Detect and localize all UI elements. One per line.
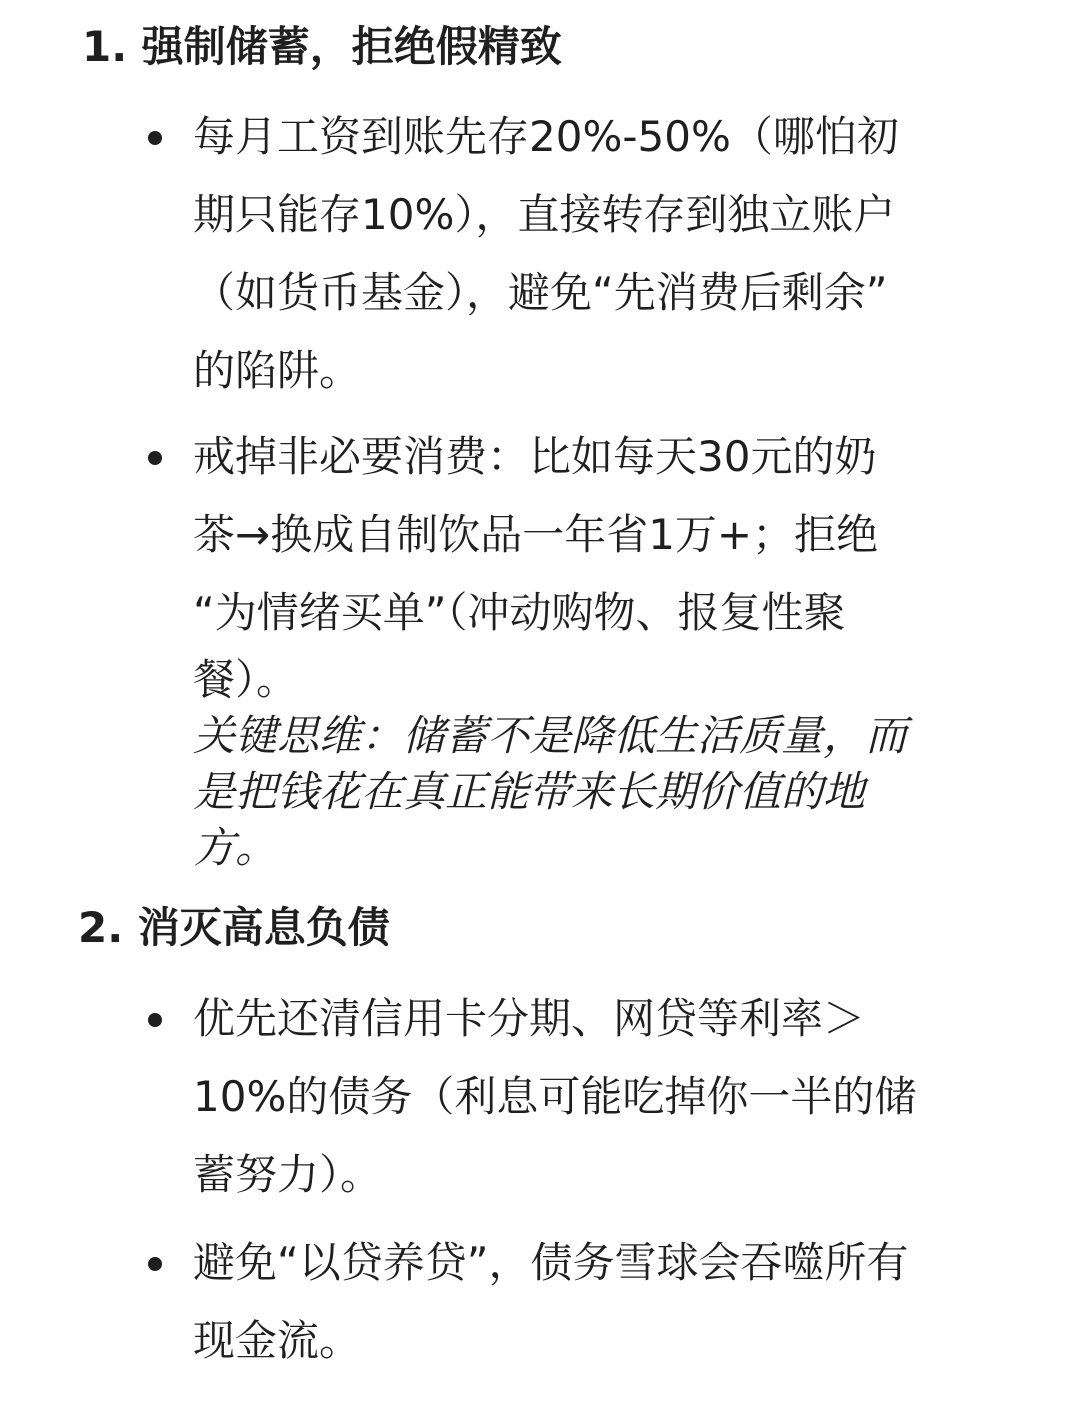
section-2-bullet-1	[193, 980, 1023, 1214]
bullet-line: 餐）。	[193, 655, 299, 704]
bullet-line: 现金流。	[193, 1316, 362, 1365]
section-1-bullet-1	[193, 98, 1023, 410]
section-1-bullet-2	[193, 418, 1023, 876]
key-thinking-note-line: 是把钱花在真正能带来长期价值的地	[193, 767, 866, 816]
bullet-line: 戒掉非必要消费：比如每天30元的奶	[193, 432, 877, 481]
bullet-dot	[148, 451, 162, 465]
bullet-line: 期只能存10%），直接转存到独立账户	[193, 190, 896, 239]
key-thinking-note-line: 关键思维：储蓄不是降低生活质量，而	[193, 711, 908, 760]
section-2-bullet-2	[193, 1224, 1023, 1380]
bullet-line: 每月工资到账先存20%-50%（哪怕初	[193, 112, 899, 161]
bullet-line: 避免“以贷养贷”，债务雪球会吞噬所有	[193, 1238, 909, 1287]
bullet-line: 的陷阱。	[193, 346, 362, 395]
bullet-line: 茶→换成自制饮品一年省1万+；拒绝	[193, 510, 879, 559]
key-thinking-note-line: 方。	[193, 823, 278, 872]
bullet-line: 10%的债务（利息可能吃掉你一半的储	[193, 1072, 917, 1121]
bullet-line: “为情绪买单”（冲动购物、报复性聚	[193, 588, 846, 637]
bullet-dot	[148, 131, 162, 145]
section-1-heading: 1. 强制储蓄，拒绝假精致	[82, 22, 562, 71]
section-2-heading: 2. 消灭高息负债	[78, 903, 390, 952]
bullet-line: （如货币基金），避免“先消费后剩余”	[193, 268, 888, 317]
bullet-line: 蓄努力）。	[193, 1150, 383, 1199]
bullet-line: 优先还清信用卡分期、网贷等利率＞	[193, 994, 866, 1043]
bullet-dot	[148, 1013, 162, 1027]
bullet-dot	[148, 1257, 162, 1271]
